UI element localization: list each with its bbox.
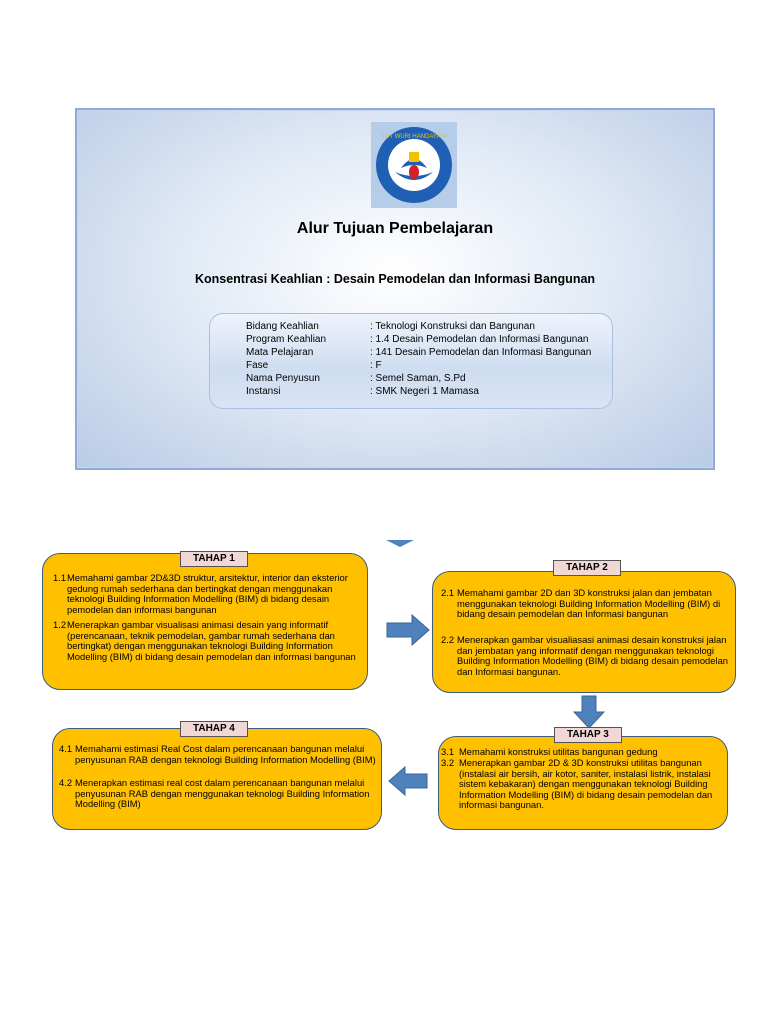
item-text: Menerapkan gambar 2D & 3D konstruksi utilitas bangunan (instalasi air bersih, air kotor, saniter, instalasi listrik, instalasi sistem kebakaran) dengan menggunakan teknologi Building Information Modelling (BIM) di bidang desain pemodelan dan informasi bangunan.: [459, 757, 713, 811]
stage-1-item-2: [53, 620, 365, 662]
tut-wuri-handayani-logo: [371, 122, 457, 208]
info-value: : F: [370, 360, 382, 371]
stage-3-box: [438, 736, 728, 830]
info-value: : Teknologi Konstruksi dan Bangunan: [370, 321, 535, 332]
info-label: Instansi: [246, 386, 281, 397]
info-label: Mata Pelajaran: [246, 347, 314, 358]
item-text: Menerapkan gambar visualiasasi animasi desain konstruksi jalan dan jembatan yang informatif dengan menggunakan teknologi Building Information Modelling (BIM) di bidang desain pemodelan dan Informasi bangunan.: [457, 634, 728, 677]
stage-4-tag: TAHAP 4: [180, 721, 248, 737]
stage-3-item-2: [441, 758, 725, 811]
header-card: [75, 108, 715, 470]
stage-2-box: [432, 571, 736, 693]
info-label: Nama Penyusun: [246, 373, 320, 384]
stage-1-box: [42, 553, 368, 690]
item-number: 1.1: [53, 572, 67, 583]
info-value: : Semel Saman, S.Pd: [370, 373, 466, 384]
info-label: Fase: [246, 360, 269, 371]
stage-4-item-1: [59, 744, 377, 765]
item-text: Menerapkan estimasi real cost dalam perencanaan bangunan melalui penyusunan RAB dengan menggunakan teknologi Building Information Modelling (BIM): [75, 777, 370, 810]
logo-emblem-icon: [371, 122, 457, 208]
page-subtitle: Konsentrasi Keahlian : Desain Pemodelan dan Informasi Bangunan: [194, 272, 596, 286]
stage-4-box: [52, 728, 382, 830]
item-number: 4.2: [59, 777, 73, 788]
item-number: 1.2: [53, 619, 67, 630]
right-arrow-icon: [386, 614, 430, 646]
item-text: Memahami gambar 2D&3D struktur, arsitektur, interior dan eksterior gedung rumah sederhana dan bertingkat dengan menggunakan teknologi Building Information Modelling (BIM) di bidang desain pemodelan dan informasi bangunan: [67, 572, 348, 615]
stage-3-tag: TAHAP 3: [554, 727, 622, 743]
item-number: 2.2: [441, 634, 455, 645]
stage-2-tag: TAHAP 2: [553, 560, 621, 576]
info-value: : SMK Negeri 1 Mamasa: [370, 386, 479, 397]
stage-3-item-1: [441, 747, 725, 758]
stage-2-item-1: [441, 588, 731, 620]
stage-2-item-2: [441, 635, 731, 677]
item-number: 4.1: [59, 743, 73, 754]
info-value: : 141 Desain Pemodelan dan Informasi Bangunan: [370, 347, 592, 358]
logo-text: TUT WURI HANDAYANI: [381, 134, 447, 140]
info-label: Bidang Keahlian: [246, 321, 319, 332]
item-number: 2.1: [441, 587, 455, 598]
stage-1-tag: TAHAP 1: [180, 551, 248, 567]
item-text: Memahami konstruksi utilitas bangunan gedung: [459, 746, 658, 757]
left-arrow-icon: [388, 766, 428, 796]
stage-4-item-2: [59, 778, 377, 810]
down-arrow-icon: [573, 695, 605, 729]
item-text: Memahami gambar 2D dan 3D konstruksi jalan dan jembatan menggunakan teknologi Building Information Modelling (BIM) di bidang desain pemodelan dan Informasi bangunan: [457, 587, 721, 620]
info-label: Program Keahlian: [246, 334, 327, 345]
item-number: 3.2: [441, 757, 455, 768]
page-title: Alur Tujuan Pembelajaran: [296, 220, 494, 237]
item-text: Menerapkan gambar visualisasi animasi desain yang informatif (perencanaan, teknik pemodelan, gambar rumah sederhana dan bertingkat) dengan menggunakan teknologi Building Information Modelling (BIM) di bidang desain pemodelan dan informasi bangunan: [67, 619, 356, 662]
info-box: [209, 313, 613, 409]
item-text: Memahami estimasi Real Cost dalam perencanaan bangunan melalui penyusunan RAB dengan teknologi Building Information Modelling (BIM): [75, 743, 376, 765]
flow-start-arrow-icon: [386, 538, 414, 548]
item-number: 3.1: [441, 746, 455, 757]
stage-1-item-1: [53, 573, 365, 615]
info-value: : 1.4 Desain Pemodelan dan Informasi Bangunan: [370, 334, 589, 345]
